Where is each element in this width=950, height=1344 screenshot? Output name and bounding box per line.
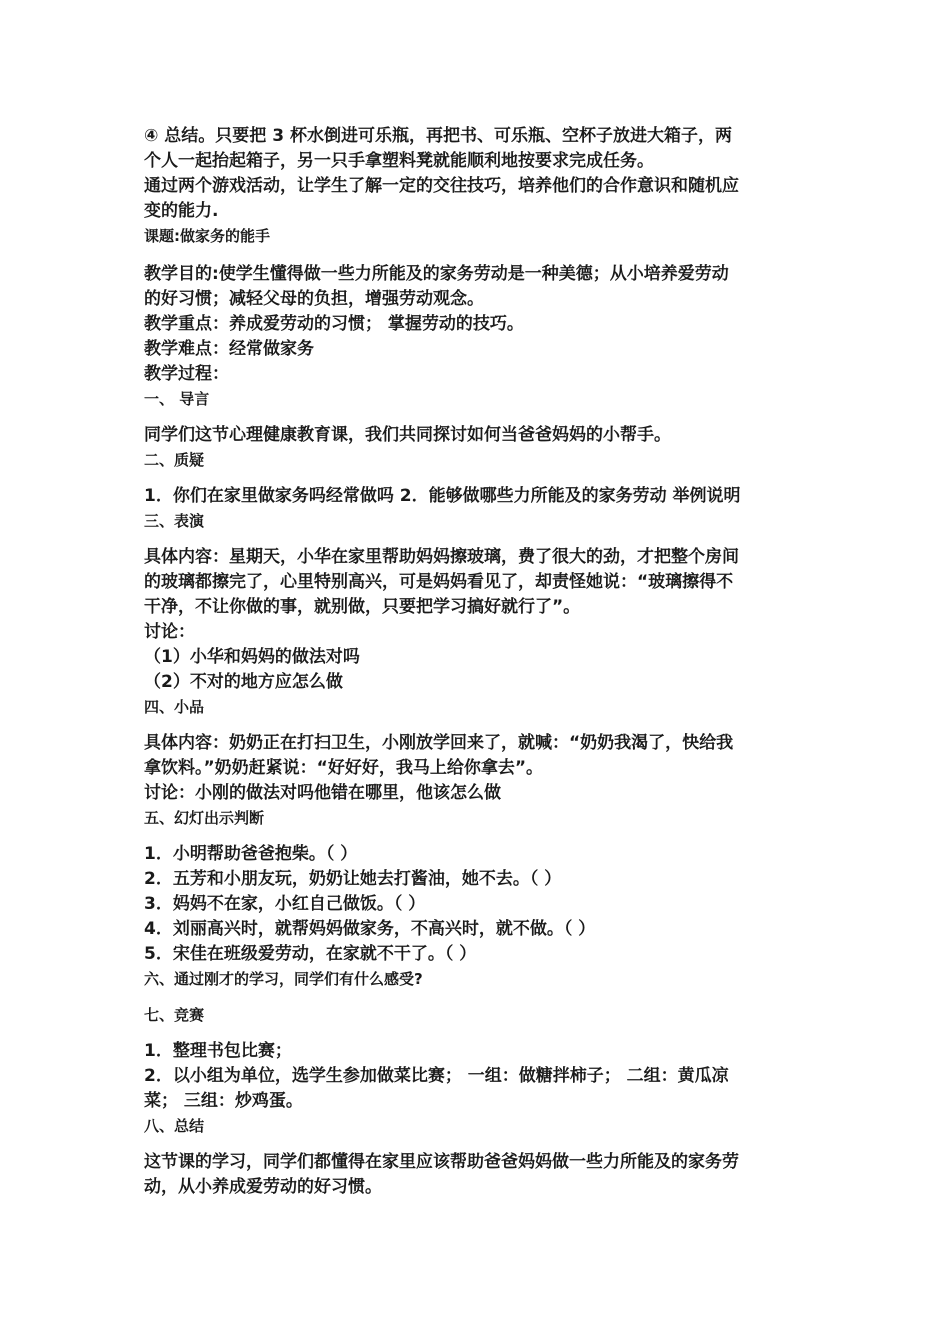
section-text-2: 1．你们在家里做家务吗经常做吗 2．能够做哪些力所能及的家务劳动 举例说明 <box>144 486 741 506</box>
summary-line: 动，从小养成爱劳动的好习惯。 <box>144 1177 382 1197</box>
competition-item: 2．以小组为单位，选学生参加做菜比赛； 一组：做糖拌柿子； 二组：黄瓜凉 <box>144 1066 729 1086</box>
intro-block <box>144 124 814 224</box>
judgment-item: 2．五芳和小朋友玩，奶奶让她去打酱油，她不去。（ ） <box>144 869 562 889</box>
intro-line: 通过两个游戏活动，让学生了解一定的交往技巧，培养他们的合作意识和随机应 <box>144 176 739 196</box>
section-title-8: 八、总结 <box>144 1117 205 1135</box>
skit-line: 拿饮料。”奶奶赶紧说：“好好好，我马上给你拿去”。 <box>144 758 544 778</box>
section-title-2: 二、质疑 <box>144 451 205 469</box>
goal-line: 的好习惯；减轻父母的负担，增强劳动观念。 <box>144 289 484 309</box>
skit-line: 具体内容：奶奶正在打扫卫生，小刚放学回来了，就喊：“奶奶我渴了，快给我 <box>144 733 734 753</box>
section-title-1: 一、 导言 <box>144 390 210 408</box>
section-title-4: 四、小品 <box>144 698 205 716</box>
performance-line: 的玻璃都擦完了，心里特别高兴，可是妈妈看见了，却责怪她说：“玻璃擦得不 <box>144 572 734 592</box>
judgment-item: 3．妈妈不在家，小红自己做饭。（ ） <box>144 894 426 914</box>
competition-list <box>144 1039 814 1114</box>
section-text-1: 同学们这节心理健康教育课，我们共同探讨如何当爸爸妈妈的小帮手。 <box>144 425 671 445</box>
summary-block <box>144 1150 814 1200</box>
key-point: 教学重点：养成爱劳动的习惯； 掌握劳动的技巧。 <box>144 314 524 334</box>
process-label: 教学过程： <box>144 364 229 384</box>
difficulty: 教学难点：经常做家务 <box>144 339 314 359</box>
section-3-content <box>144 545 814 620</box>
discussion-label: 讨论： <box>144 622 195 642</box>
performance-line: 干净，不让你做的事，就别做，只要把学习搞好就行了”。 <box>144 597 581 617</box>
performance-line: 具体内容：星期天，小华在家里帮助妈妈擦玻璃，费了很大的劲，才把整个房间 <box>144 547 739 567</box>
goal-line: 教学目的:使学生懂得做一些力所能及的家务劳动是一种美德；从小培养爱劳动 <box>144 264 729 284</box>
intro-line: 个人一起抬起箱子，另一只手拿塑料凳就能顺利地按要求完成任务。 <box>144 151 654 171</box>
intro-line: 变的能力. <box>144 201 219 221</box>
skit-discussion: 讨论：小刚的做法对吗他错在哪里，他该怎么做 <box>144 783 501 803</box>
lesson-goal <box>144 262 814 312</box>
section-title-3: 三、表演 <box>144 512 205 530</box>
discussion-question-1: （1）小华和妈妈的做法对吗 <box>144 647 360 667</box>
section-title-7: 七、竞赛 <box>144 1006 205 1024</box>
section-4-content <box>144 731 814 781</box>
competition-item: 菜； 三组：炒鸡蛋。 <box>144 1091 303 1111</box>
discussion-question-2: （2）不对的地方应怎么做 <box>144 672 343 692</box>
summary-line: 这节课的学习，同学们都懂得在家里应该帮助爸爸妈妈做一些力所能及的家务劳 <box>144 1152 739 1172</box>
competition-item: 1．整理书包比赛； <box>144 1041 292 1061</box>
judgment-item: 5．宋佳在班级爱劳动，在家就不干了。（ ） <box>144 944 477 964</box>
judgment-list <box>144 842 814 967</box>
lesson-title: 课题:做家务的能手 <box>144 227 270 245</box>
document-page <box>144 124 814 1200</box>
judgment-item: 1．小明帮助爸爸抱柴。（ ） <box>144 844 358 864</box>
judgment-item: 4．刘丽高兴时，就帮妈妈做家务，不高兴时，就不做。（ ） <box>144 919 596 939</box>
section-title-5: 五、幻灯出示判断 <box>144 809 265 827</box>
intro-line: ④ 总结。只要把 3 杯水倒进可乐瓶，再把书、可乐瓶、空杯子放进大箱子，两 <box>144 126 732 146</box>
section-title-6: 六、通过刚才的学习，同学们有什么感受? <box>144 970 423 988</box>
